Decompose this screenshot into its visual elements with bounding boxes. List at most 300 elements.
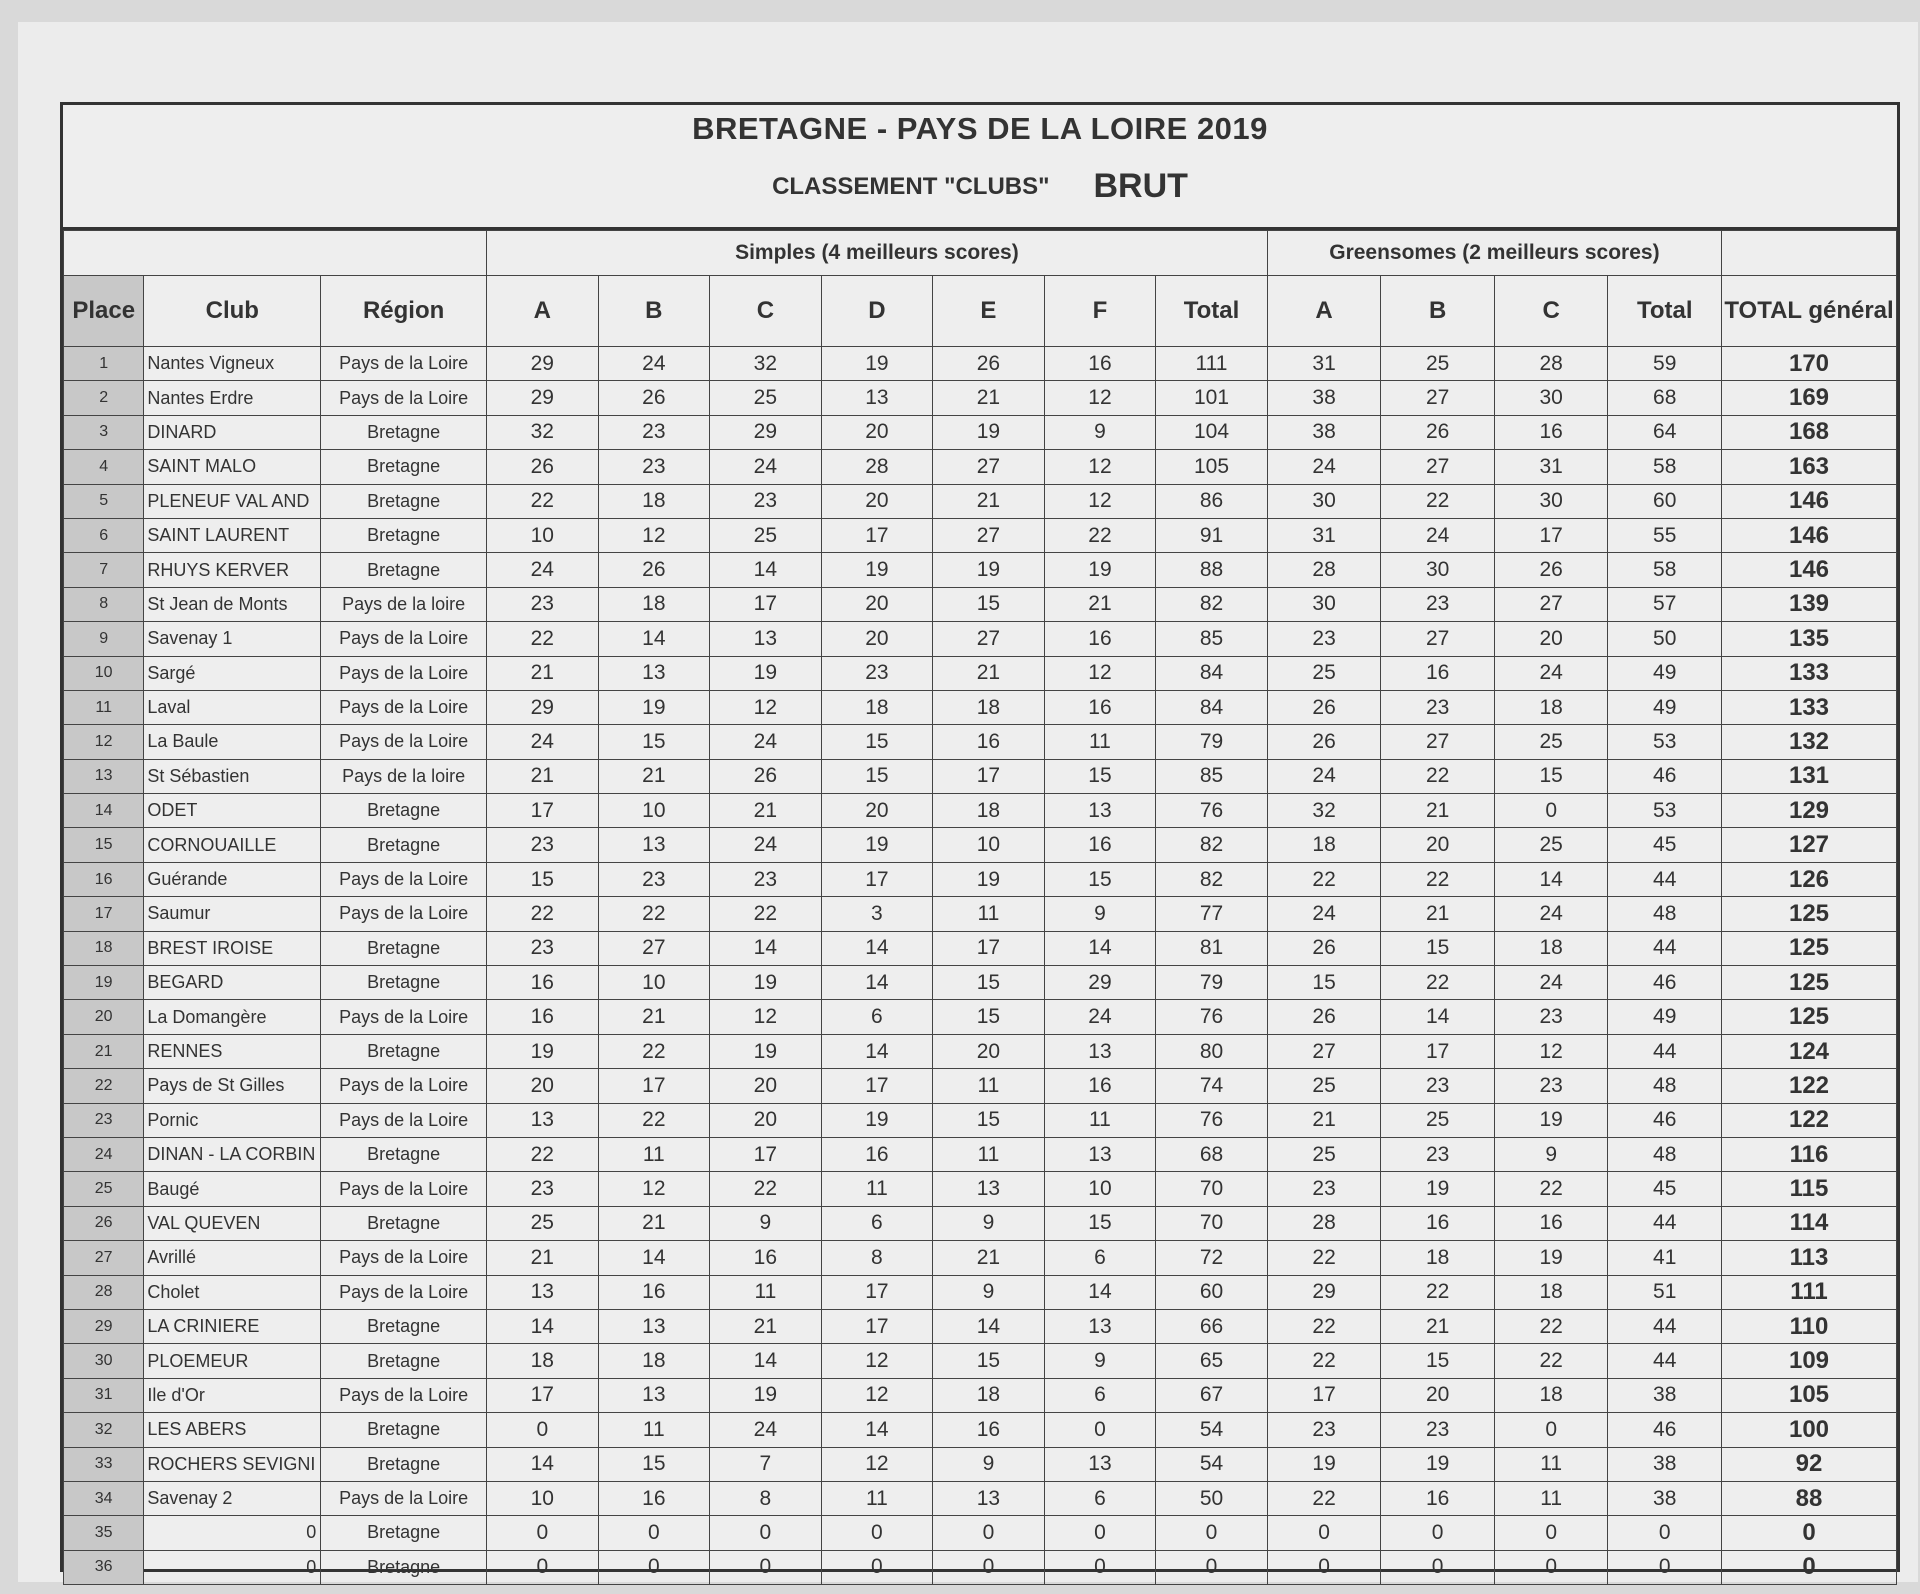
- cell-club: RENNES: [144, 1034, 321, 1068]
- cell-region: Pays de la Loire: [321, 1275, 487, 1309]
- table-row: [64, 587, 1897, 621]
- cell-simples-total: 91: [1156, 518, 1268, 552]
- cell-simples-c: 17: [710, 1137, 822, 1171]
- cell-greensomes-total: 45: [1608, 828, 1722, 862]
- cell-club: Ile d'Or: [144, 1378, 321, 1412]
- cell-simples-e: 18: [933, 794, 1045, 828]
- cell-greensomes-b: 19: [1381, 1447, 1495, 1481]
- cell-greensomes-b: 23: [1381, 587, 1495, 621]
- cell-greensomes-b: 21: [1381, 794, 1495, 828]
- cell-club: Guérande: [144, 862, 321, 896]
- cell-simples-b: 18: [598, 484, 710, 518]
- table-row: [64, 518, 1897, 552]
- cell-simples-a: 21: [487, 759, 599, 793]
- table-row: [64, 794, 1897, 828]
- cell-greensomes-b: 22: [1381, 484, 1495, 518]
- cell-greensomes-c: 20: [1494, 622, 1608, 656]
- cell-place: 22: [64, 1069, 144, 1103]
- cell-greensomes-total: 44: [1608, 1206, 1722, 1240]
- cell-simples-d: 18: [821, 690, 933, 724]
- cell-simples-f: 6: [1044, 1241, 1156, 1275]
- cell-region: Bretagne: [321, 1413, 487, 1447]
- cell-place: 27: [64, 1241, 144, 1275]
- cell-simples-d: 8: [821, 1241, 933, 1275]
- cell-greensomes-c: 31: [1494, 450, 1608, 484]
- cell-simples-c: 25: [710, 518, 822, 552]
- cell-greensomes-b: 15: [1381, 931, 1495, 965]
- cell-simples-e: 19: [933, 862, 1045, 896]
- cell-simples-a: 0: [487, 1413, 599, 1447]
- cell-greensomes-b: 21: [1381, 897, 1495, 931]
- cell-greensomes-b: 26: [1381, 415, 1495, 449]
- cell-simples-d: 20: [821, 587, 933, 621]
- cell-greensomes-total: 68: [1608, 381, 1722, 415]
- cell-simples-f: 13: [1044, 1309, 1156, 1343]
- cell-greensomes-b: 0: [1381, 1516, 1495, 1550]
- cell-simples-d: 14: [821, 966, 933, 1000]
- cell-simples-total: 84: [1156, 690, 1268, 724]
- cell-simples-total: 82: [1156, 862, 1268, 896]
- cell-simples-c: 24: [710, 450, 822, 484]
- cell-total-general: 92: [1722, 1447, 1897, 1481]
- cell-simples-e: 16: [933, 725, 1045, 759]
- cell-total-general: 146: [1722, 518, 1897, 552]
- cell-simples-total: 70: [1156, 1172, 1268, 1206]
- cell-place: 36: [64, 1550, 144, 1584]
- cell-greensomes-c: 19: [1494, 1103, 1608, 1137]
- cell-total-general: 105: [1722, 1378, 1897, 1412]
- cell-simples-d: 20: [821, 622, 933, 656]
- cell-greensomes-c: 24: [1494, 897, 1608, 931]
- cell-simples-f: 0: [1044, 1413, 1156, 1447]
- cell-simples-c: 9: [710, 1206, 822, 1240]
- cell-greensomes-c: 18: [1494, 690, 1608, 724]
- table-row: [64, 931, 1897, 965]
- cell-greensomes-b: 22: [1381, 1275, 1495, 1309]
- cell-place: 20: [64, 1000, 144, 1034]
- cell-simples-d: 0: [821, 1516, 933, 1550]
- cell-greensomes-b: 20: [1381, 1378, 1495, 1412]
- cell-place: 34: [64, 1481, 144, 1515]
- cell-simples-a: 25: [487, 1206, 599, 1240]
- cell-region: Bretagne: [321, 518, 487, 552]
- cell-simples-d: 20: [821, 484, 933, 518]
- cell-simples-e: 21: [933, 1241, 1045, 1275]
- cell-simples-f: 9: [1044, 415, 1156, 449]
- cell-simples-f: 13: [1044, 1447, 1156, 1481]
- cell-greensomes-b: 18: [1381, 1241, 1495, 1275]
- cell-greensomes-a: 23: [1267, 1172, 1381, 1206]
- cell-greensomes-b: 14: [1381, 1000, 1495, 1034]
- cell-greensomes-c: 0: [1494, 1516, 1608, 1550]
- cell-simples-e: 18: [933, 1378, 1045, 1412]
- cell-greensomes-a: 29: [1267, 1275, 1381, 1309]
- cell-simples-d: 11: [821, 1172, 933, 1206]
- cell-simples-total: 84: [1156, 656, 1268, 690]
- cell-simples-total: 101: [1156, 381, 1268, 415]
- cell-place: 17: [64, 897, 144, 931]
- cell-simples-a: 14: [487, 1309, 599, 1343]
- cell-greensomes-b: 20: [1381, 828, 1495, 862]
- cell-simples-e: 19: [933, 553, 1045, 587]
- cell-greensomes-b: 15: [1381, 1344, 1495, 1378]
- col-header-greensomes-total: Total: [1608, 276, 1722, 347]
- cell-simples-c: 19: [710, 656, 822, 690]
- cell-greensomes-total: 53: [1608, 725, 1722, 759]
- cell-simples-a: 26: [487, 450, 599, 484]
- cell-greensomes-a: 22: [1267, 1309, 1381, 1343]
- cell-club: DINAN - LA CORBIN: [144, 1137, 321, 1171]
- cell-simples-c: 26: [710, 759, 822, 793]
- cell-greensomes-a: 21: [1267, 1103, 1381, 1137]
- cell-simples-total: 104: [1156, 415, 1268, 449]
- cell-simples-b: 16: [598, 1275, 710, 1309]
- col-header-greensomes-c: C: [1494, 276, 1608, 347]
- cell-simples-c: 20: [710, 1103, 822, 1137]
- cell-greensomes-total: 64: [1608, 415, 1722, 449]
- cell-simples-total: 72: [1156, 1241, 1268, 1275]
- cell-simples-e: 11: [933, 1069, 1045, 1103]
- cell-simples-c: 19: [710, 1378, 822, 1412]
- cell-greensomes-a: 24: [1267, 897, 1381, 931]
- cell-greensomes-total: 44: [1608, 862, 1722, 896]
- cell-place: 33: [64, 1447, 144, 1481]
- col-header-simples-c: C: [710, 276, 822, 347]
- table-row: [64, 1481, 1897, 1515]
- cell-simples-total: 66: [1156, 1309, 1268, 1343]
- cell-greensomes-a: 23: [1267, 1413, 1381, 1447]
- col-header-simples-b: B: [598, 276, 710, 347]
- cell-greensomes-b: 22: [1381, 966, 1495, 1000]
- cell-simples-e: 15: [933, 1103, 1045, 1137]
- cell-total-general: 111: [1722, 1275, 1897, 1309]
- cell-greensomes-c: 23: [1494, 1069, 1608, 1103]
- cell-total-general: 114: [1722, 1206, 1897, 1240]
- cell-simples-c: 0: [710, 1516, 822, 1550]
- cell-simples-a: 23: [487, 587, 599, 621]
- cell-simples-a: 23: [487, 828, 599, 862]
- cell-place: 26: [64, 1206, 144, 1240]
- cell-greensomes-c: 15: [1494, 759, 1608, 793]
- cell-simples-a: 16: [487, 966, 599, 1000]
- cell-region: Pays de la Loire: [321, 1378, 487, 1412]
- cell-simples-f: 15: [1044, 1206, 1156, 1240]
- cell-simples-b: 13: [598, 828, 710, 862]
- cell-club: LA CRINIERE: [144, 1309, 321, 1343]
- cell-simples-f: 16: [1044, 1069, 1156, 1103]
- cell-simples-c: 11: [710, 1275, 822, 1309]
- cell-greensomes-a: 30: [1267, 484, 1381, 518]
- cell-region: Bretagne: [321, 1206, 487, 1240]
- cell-simples-a: 24: [487, 725, 599, 759]
- cell-club: Savenay 2: [144, 1481, 321, 1515]
- cell-greensomes-total: 51: [1608, 1275, 1722, 1309]
- cell-region: Bretagne: [321, 828, 487, 862]
- cell-simples-f: 6: [1044, 1378, 1156, 1412]
- col-header-total-general: TOTAL général: [1722, 276, 1897, 347]
- cell-simples-total: 76: [1156, 1000, 1268, 1034]
- cell-greensomes-total: 53: [1608, 794, 1722, 828]
- cell-greensomes-c: 18: [1494, 931, 1608, 965]
- cell-greensomes-a: 19: [1267, 1447, 1381, 1481]
- cell-simples-a: 16: [487, 1000, 599, 1034]
- cell-simples-b: 16: [598, 1481, 710, 1515]
- cell-greensomes-c: 14: [1494, 862, 1608, 896]
- cell-simples-f: 10: [1044, 1172, 1156, 1206]
- cell-greensomes-a: 30: [1267, 587, 1381, 621]
- cell-simples-f: 9: [1044, 897, 1156, 931]
- cell-greensomes-total: 58: [1608, 553, 1722, 587]
- cell-greensomes-b: 24: [1381, 518, 1495, 552]
- cell-simples-a: 29: [487, 347, 599, 381]
- cell-region: Bretagne: [321, 1034, 487, 1068]
- cell-region: Bretagne: [321, 1550, 487, 1584]
- cell-greensomes-c: 24: [1494, 656, 1608, 690]
- cell-greensomes-a: 26: [1267, 1000, 1381, 1034]
- cell-simples-f: 0: [1044, 1516, 1156, 1550]
- cell-simples-e: 0: [933, 1516, 1045, 1550]
- cell-greensomes-c: 0: [1494, 1550, 1608, 1584]
- cell-simples-b: 15: [598, 725, 710, 759]
- cell-greensomes-b: 23: [1381, 1069, 1495, 1103]
- table-row: [64, 897, 1897, 931]
- cell-greensomes-b: 27: [1381, 725, 1495, 759]
- cell-greensomes-total: 49: [1608, 1000, 1722, 1034]
- cell-simples-f: 11: [1044, 1103, 1156, 1137]
- cell-simples-d: 17: [821, 518, 933, 552]
- cell-place: 31: [64, 1378, 144, 1412]
- cell-total-general: 125: [1722, 1000, 1897, 1034]
- cell-region: Pays de la Loire: [321, 1069, 487, 1103]
- cell-simples-total: 111: [1156, 347, 1268, 381]
- cell-club: BEGARD: [144, 966, 321, 1000]
- cell-greensomes-c: 16: [1494, 1206, 1608, 1240]
- cell-simples-d: 17: [821, 862, 933, 896]
- cell-region: Bretagne: [321, 1516, 487, 1550]
- cell-place: 19: [64, 966, 144, 1000]
- cell-simples-f: 19: [1044, 553, 1156, 587]
- cell-greensomes-c: 25: [1494, 725, 1608, 759]
- cell-simples-a: 21: [487, 656, 599, 690]
- cell-club: St Jean de Monts: [144, 587, 321, 621]
- cell-region: Pays de la Loire: [321, 862, 487, 896]
- cell-simples-e: 11: [933, 1137, 1045, 1171]
- cell-simples-d: 13: [821, 381, 933, 415]
- cell-simples-c: 21: [710, 1309, 822, 1343]
- cell-simples-b: 0: [598, 1550, 710, 1584]
- cell-simples-c: 29: [710, 415, 822, 449]
- document-subtitle: [63, 167, 1897, 206]
- cell-club: DINARD: [144, 415, 321, 449]
- cell-simples-e: 16: [933, 1413, 1045, 1447]
- cell-region: Pays de la Loire: [321, 622, 487, 656]
- cell-place: 10: [64, 656, 144, 690]
- cell-simples-a: 23: [487, 931, 599, 965]
- cell-simples-total: 76: [1156, 1103, 1268, 1137]
- cell-greensomes-a: 15: [1267, 966, 1381, 1000]
- cell-greensomes-c: 0: [1494, 1413, 1608, 1447]
- cell-greensomes-b: 27: [1381, 450, 1495, 484]
- ranking-rows: [64, 347, 1897, 1585]
- cell-simples-total: 105: [1156, 450, 1268, 484]
- cell-place: 24: [64, 1137, 144, 1171]
- cell-greensomes-b: 25: [1381, 347, 1495, 381]
- cell-greensomes-c: 9: [1494, 1137, 1608, 1171]
- cell-greensomes-a: 38: [1267, 415, 1381, 449]
- cell-greensomes-c: 18: [1494, 1275, 1608, 1309]
- table-row: [64, 1309, 1897, 1343]
- table-row: [64, 1516, 1897, 1550]
- cell-simples-e: 14: [933, 1309, 1045, 1343]
- cell-simples-total: 0: [1156, 1516, 1268, 1550]
- cell-greensomes-total: 38: [1608, 1447, 1722, 1481]
- cell-simples-c: 14: [710, 1344, 822, 1378]
- cell-simples-d: 28: [821, 450, 933, 484]
- cell-greensomes-a: 22: [1267, 1481, 1381, 1515]
- cell-simples-d: 15: [821, 725, 933, 759]
- cell-greensomes-a: 0: [1267, 1550, 1381, 1584]
- cell-region: Bretagne: [321, 1137, 487, 1171]
- cell-greensomes-c: 30: [1494, 484, 1608, 518]
- cell-total-general: 135: [1722, 622, 1897, 656]
- cell-total-general: 125: [1722, 966, 1897, 1000]
- cell-greensomes-total: 60: [1608, 484, 1722, 518]
- cell-simples-d: 14: [821, 1034, 933, 1068]
- table-row: [64, 1172, 1897, 1206]
- cell-simples-e: 13: [933, 1481, 1045, 1515]
- table-row: [64, 484, 1897, 518]
- group-header-simples: Simples (4 meilleurs scores): [487, 231, 1268, 276]
- cell-simples-f: 9: [1044, 1344, 1156, 1378]
- col-header-club: Club: [144, 276, 321, 347]
- cell-simples-f: 0: [1044, 1550, 1156, 1584]
- cell-simples-total: 65: [1156, 1344, 1268, 1378]
- table-row: [64, 690, 1897, 724]
- cell-greensomes-c: 18: [1494, 1378, 1608, 1412]
- cell-simples-e: 21: [933, 484, 1045, 518]
- cell-region: Pays de la Loire: [321, 690, 487, 724]
- cell-greensomes-a: 24: [1267, 759, 1381, 793]
- cell-greensomes-c: 12: [1494, 1034, 1608, 1068]
- subtitle-text: CLASSEMENT "CLUBS": [772, 173, 1050, 200]
- cell-simples-c: 21: [710, 794, 822, 828]
- cell-simples-e: 27: [933, 450, 1045, 484]
- cell-simples-b: 23: [598, 862, 710, 896]
- col-header-place: Place: [64, 276, 144, 347]
- cell-greensomes-b: 22: [1381, 862, 1495, 896]
- cell-club: Nantes Erdre: [144, 381, 321, 415]
- cell-region: Pays de la loire: [321, 587, 487, 621]
- cell-simples-b: 12: [598, 1172, 710, 1206]
- cell-simples-b: 24: [598, 347, 710, 381]
- cell-greensomes-a: 22: [1267, 862, 1381, 896]
- cell-simples-f: 21: [1044, 587, 1156, 621]
- cell-simples-d: 16: [821, 1137, 933, 1171]
- title-box: [63, 105, 1897, 230]
- cell-greensomes-c: 22: [1494, 1309, 1608, 1343]
- cell-greensomes-b: 16: [1381, 1206, 1495, 1240]
- cell-greensomes-c: 19: [1494, 1241, 1608, 1275]
- cell-simples-total: 80: [1156, 1034, 1268, 1068]
- group-header-blank: [64, 231, 487, 276]
- cell-club: Nantes Vigneux: [144, 347, 321, 381]
- cell-total-general: 116: [1722, 1137, 1897, 1171]
- cell-simples-b: 18: [598, 1344, 710, 1378]
- cell-simples-total: 82: [1156, 828, 1268, 862]
- cell-club: Cholet: [144, 1275, 321, 1309]
- table-row: [64, 415, 1897, 449]
- cell-total-general: 109: [1722, 1344, 1897, 1378]
- cell-simples-c: 12: [710, 1000, 822, 1034]
- cell-simples-b: 23: [598, 415, 710, 449]
- cell-total-general: 110: [1722, 1309, 1897, 1343]
- cell-simples-b: 10: [598, 794, 710, 828]
- cell-greensomes-b: 19: [1381, 1172, 1495, 1206]
- cell-simples-e: 13: [933, 1172, 1045, 1206]
- cell-simples-b: 14: [598, 1241, 710, 1275]
- cell-place: 9: [64, 622, 144, 656]
- cell-simples-total: 54: [1156, 1413, 1268, 1447]
- cell-simples-a: 21: [487, 1241, 599, 1275]
- table-row: [64, 1550, 1897, 1584]
- paper-sheet: [18, 22, 1918, 1582]
- cell-total-general: 163: [1722, 450, 1897, 484]
- cell-simples-total: 67: [1156, 1378, 1268, 1412]
- column-header-row: [64, 276, 1897, 347]
- cell-simples-b: 13: [598, 1378, 710, 1412]
- cell-club: Baugé: [144, 1172, 321, 1206]
- cell-greensomes-total: 59: [1608, 347, 1722, 381]
- cell-simples-b: 11: [598, 1137, 710, 1171]
- cell-simples-total: 0: [1156, 1550, 1268, 1584]
- cell-greensomes-total: 44: [1608, 1344, 1722, 1378]
- cell-region: Bretagne: [321, 484, 487, 518]
- cell-greensomes-a: 25: [1267, 1137, 1381, 1171]
- cell-greensomes-total: 49: [1608, 690, 1722, 724]
- cell-place: 16: [64, 862, 144, 896]
- cell-region: Bretagne: [321, 1447, 487, 1481]
- table-row: [64, 1137, 1897, 1171]
- cell-simples-total: 85: [1156, 759, 1268, 793]
- cell-simples-a: 20: [487, 1069, 599, 1103]
- table-row: [64, 1000, 1897, 1034]
- cell-greensomes-c: 22: [1494, 1344, 1608, 1378]
- cell-simples-e: 9: [933, 1447, 1045, 1481]
- cell-simples-b: 10: [598, 966, 710, 1000]
- table-row: [64, 622, 1897, 656]
- cell-greensomes-a: 17: [1267, 1378, 1381, 1412]
- cell-total-general: 100: [1722, 1413, 1897, 1447]
- cell-simples-c: 20: [710, 1069, 822, 1103]
- cell-simples-a: 17: [487, 794, 599, 828]
- table-row: [64, 1206, 1897, 1240]
- cell-club: SAINT MALO: [144, 450, 321, 484]
- cell-simples-f: 29: [1044, 966, 1156, 1000]
- cell-total-general: 133: [1722, 656, 1897, 690]
- table-row: [64, 381, 1897, 415]
- cell-simples-a: 15: [487, 862, 599, 896]
- cell-simples-b: 18: [598, 587, 710, 621]
- cell-greensomes-a: 18: [1267, 828, 1381, 862]
- cell-greensomes-total: 44: [1608, 1034, 1722, 1068]
- cell-simples-c: 22: [710, 897, 822, 931]
- cell-region: Pays de la Loire: [321, 381, 487, 415]
- cell-region: Pays de la loire: [321, 759, 487, 793]
- cell-total-general: 122: [1722, 1069, 1897, 1103]
- cell-club: SAINT LAURENT: [144, 518, 321, 552]
- cell-simples-e: 10: [933, 828, 1045, 862]
- col-header-simples-a: A: [487, 276, 599, 347]
